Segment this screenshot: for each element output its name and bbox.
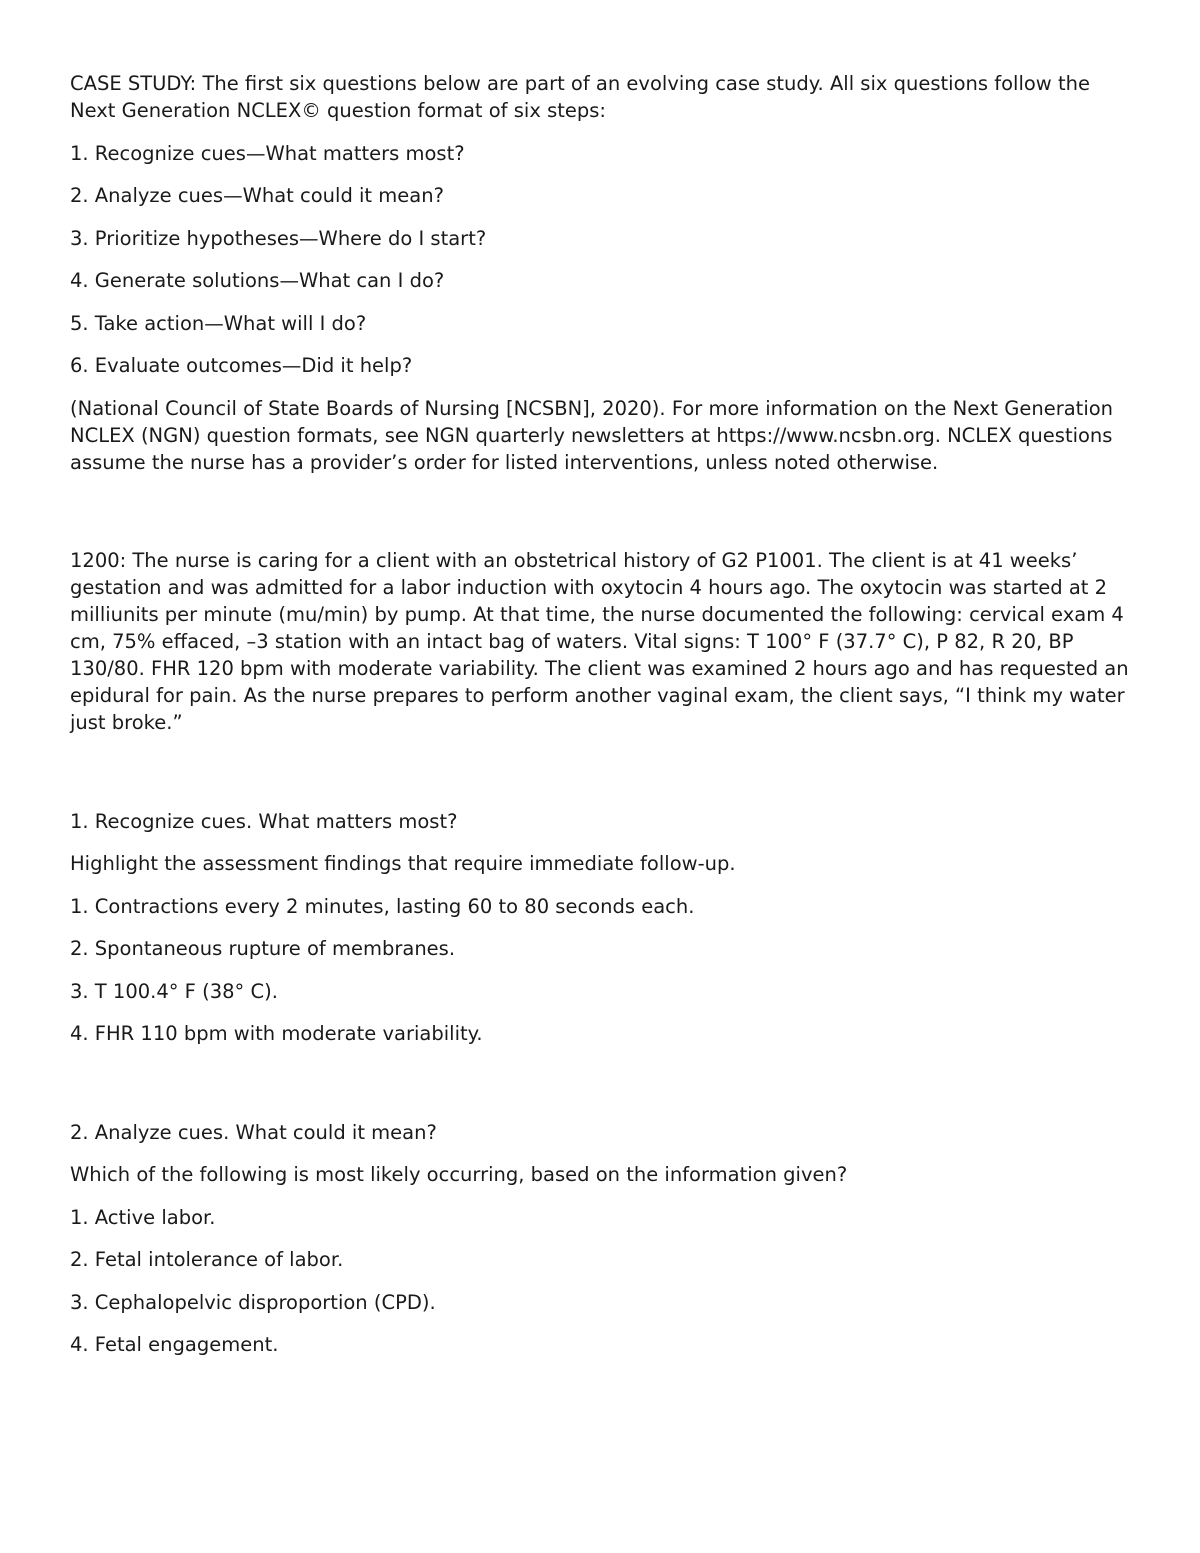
spacer xyxy=(70,1063,1130,1119)
answer-option: 2. Fetal intolerance of labor. xyxy=(70,1248,344,1271)
answer-option: 2. Spontaneous rupture of membranes. xyxy=(70,937,456,960)
answer-option: 4. Fetal engagement. xyxy=(70,1333,279,1356)
scenario-paragraph: 1200: The nurse is caring for a client with an obstetrical history of G2 P1001. The client is at 41 weeks’ gestation and was admitted for a labor induction with oxytocin 4 hours ago. The oxytocin was started at 2 milliunits per minute (mu/min) by pump. At that time, the nurse documented the following: cervical exam 4 cm, 75% effaced, –3 station with an intact bag of waters. Vital signs: T 100° F (37.7° C), P 82, R 20, BP 130/80. FHR 120 bpm with moderate variability. The client was examined 2 hours ago and has requested an epidural for pain. As the nurse prepares to perform another vaginal exam, the client says, “I think my water just broke.” xyxy=(70,549,1129,734)
step-item: 1. Recognize cues—What matters most? xyxy=(70,141,465,165)
answer-option: 1. Active labor. xyxy=(70,1205,216,1229)
question-prompt: Which of the following is most likely occurring, based on the information given? xyxy=(70,1163,848,1186)
spacer xyxy=(70,752,1130,808)
document-page xyxy=(70,70,1130,1374)
step-item: 2. Analyze cues—What could it mean? xyxy=(70,184,444,207)
question-heading: 1. Recognize cues. What matters most? xyxy=(70,809,458,833)
spacer xyxy=(70,491,1130,547)
reference-paragraph: (National Council of State Boards of Nursing [NCSBN], 2020). For more information on the Next Generation NCLEX (NGN) question formats, see NGN quarterly newsletters at https://www.ncsbn.org. NCLEX questions assume the nurse has a provider’s order for listed interventions, unless noted otherwise. xyxy=(70,396,1114,474)
step-item: 6. Evaluate outcomes—Did it help? xyxy=(70,354,413,377)
answer-option: 3. T 100.4° F (38° C). xyxy=(70,979,278,1003)
step-item: 3. Prioritize hypotheses—Where do I start? xyxy=(70,226,487,250)
answer-option: 3. Cephalopelvic disproportion (CPD). xyxy=(70,1290,436,1314)
case-study-intro: CASE STUDY: The first six questions below are part of an evolving case study. All six questions follow the Next Generation NCLEX© question format of six steps: xyxy=(70,72,1090,122)
answer-option: 4. FHR 110 bpm with moderate variability. xyxy=(70,1022,483,1045)
question-prompt: Highlight the assessment findings that require immediate follow-up. xyxy=(70,852,736,875)
step-item: 5. Take action—What will I do? xyxy=(70,311,367,335)
step-item: 4. Generate solutions—What can I do? xyxy=(70,269,445,292)
answer-option: 1. Contractions every 2 minutes, lasting 60 to 80 seconds each. xyxy=(70,894,695,918)
question-heading: 2. Analyze cues. What could it mean? xyxy=(70,1120,437,1144)
